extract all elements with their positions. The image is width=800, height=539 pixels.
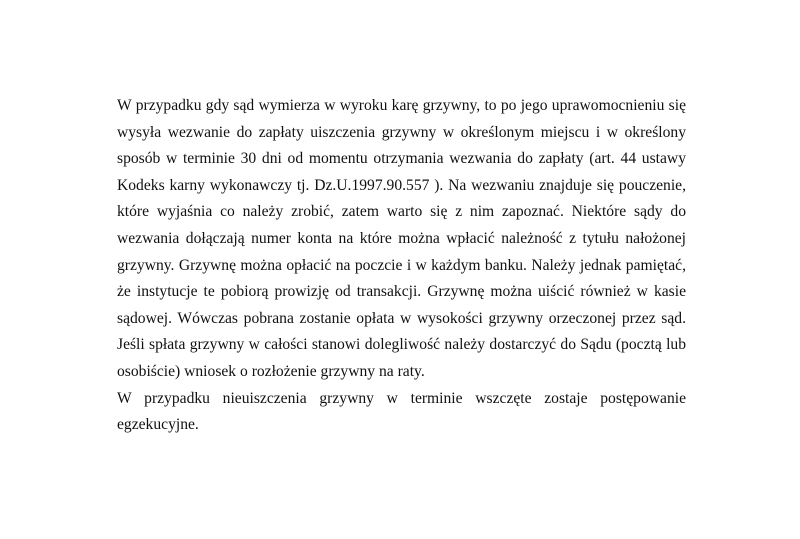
paragraph-enforcement bbox=[117, 386, 686, 439]
paragraph-fine-payment bbox=[117, 93, 686, 386]
text-line: osobiście) wniosek o rozłożenie grzywny na raty. bbox=[117, 362, 425, 380]
text-line: W przypadku nieuiszczenia grzywny w terminie wszczęte zostaje postępowanie bbox=[117, 389, 686, 407]
document-body bbox=[117, 93, 686, 439]
text-line: sposób w terminie 30 dni od momentu otrzymania wezwania do zapłaty (art. 44 ustawy bbox=[117, 150, 686, 168]
text-line: wysyła wezwanie do zapłaty uiszczenia grzywny w określonym miejscu i w określony bbox=[117, 123, 686, 141]
text-line: egzekucyjne. bbox=[117, 416, 199, 434]
text-line: W przypadku gdy sąd wymierza w wyroku karę grzywny, to po jego uprawomocnieniu się bbox=[117, 97, 686, 114]
text-line: wezwania dołączają numer konta na które można wpłacić należność z tytułu nałożonej bbox=[117, 229, 686, 247]
text-line: Kodeks karny wykonawczy tj. Dz.U.1997.90.557 ). Na wezwaniu znajduje się pouczenie, bbox=[117, 176, 686, 194]
text-line: sądowej. Wówczas pobrana zostanie opłata w wysokości grzywny orzeczonej przez sąd. bbox=[117, 309, 686, 327]
text-line: że instytucje te pobiorą prowizję od transakcji. Grzywnę można uiścić również w kasie bbox=[117, 283, 686, 301]
text-line: grzywny. Grzywnę można opłacić na poczcie i w każdym banku. Należy jednak pamiętać, bbox=[117, 256, 686, 274]
text-line: które wyjaśnia co należy zrobić, zatem warto się z nim zapoznać. Niektóre sądy do bbox=[117, 203, 686, 221]
text-line: Jeśli spłata grzywny w całości stanowi dolegliwość należy dostarczyć do Sądu (pocztą lub bbox=[117, 336, 686, 354]
